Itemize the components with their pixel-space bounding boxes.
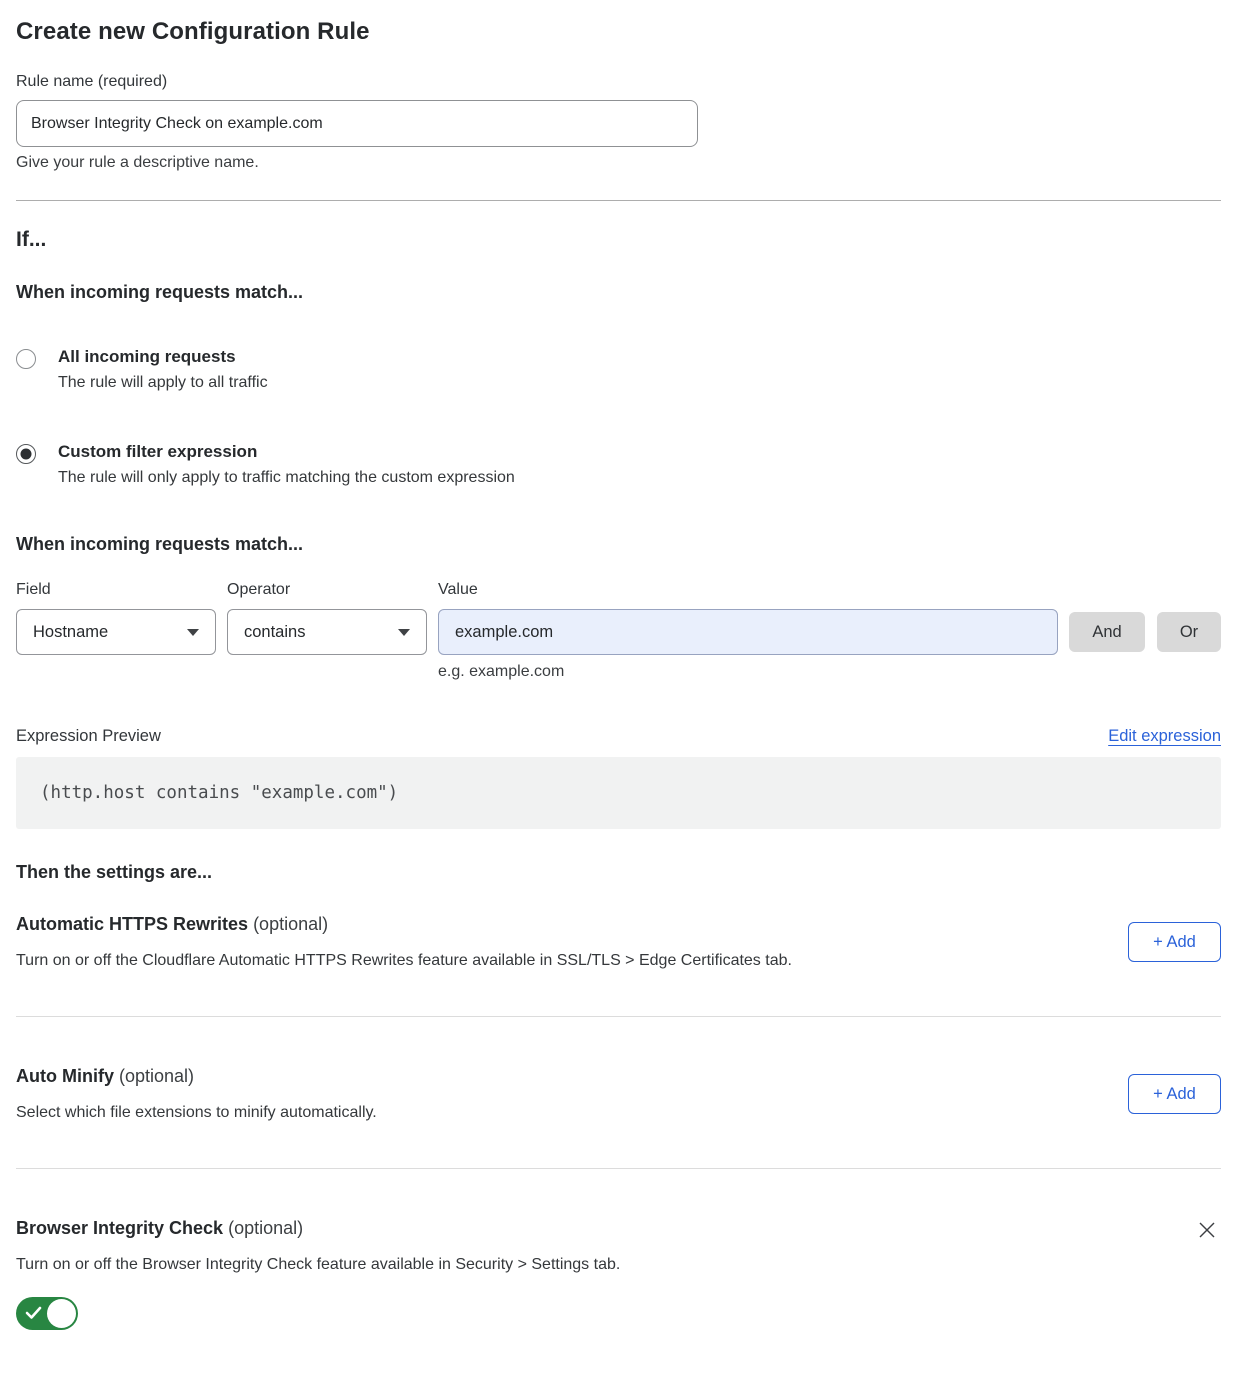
browser-integrity-check-toggle[interactable] xyxy=(16,1297,78,1330)
section-divider xyxy=(16,200,1221,201)
radio-all-requests-description: The rule will apply to all traffic xyxy=(58,374,268,391)
when-match-heading: When incoming requests match... xyxy=(16,282,304,302)
field-label: Field xyxy=(16,581,51,598)
or-button[interactable]: Or xyxy=(1157,612,1221,652)
setting-optional-tag: (optional) xyxy=(119,1066,195,1086)
add-automatic-https-rewrites-button[interactable]: + Add xyxy=(1128,922,1221,962)
radio-custom-filter-label: Custom filter expression xyxy=(58,442,258,461)
radio-custom-filter-description: The rule will only apply to traffic matching the custom expression xyxy=(58,469,515,486)
page-title: Create new Configuration Rule xyxy=(16,18,370,45)
rule-name-label: Rule name (required) xyxy=(16,73,168,90)
edit-expression-link[interactable]: Edit expression xyxy=(1108,727,1221,745)
setting-title: Automatic HTTPS Rewrites (optional) xyxy=(16,914,329,934)
if-heading: If... xyxy=(16,228,47,251)
setting-title: Auto Minify (optional) xyxy=(16,1066,195,1086)
value-input[interactable] xyxy=(438,609,1058,655)
expression-preview-code: (http.host contains "example.com") xyxy=(16,757,1221,829)
radio-custom-filter[interactable] xyxy=(16,444,36,464)
setting-description: Select which file extensions to minify automatically. xyxy=(16,1104,377,1121)
rule-name-input[interactable] xyxy=(16,100,698,147)
add-auto-minify-button[interactable]: + Add xyxy=(1128,1074,1221,1114)
setting-automatic-https-rewrites xyxy=(16,914,1221,970)
setting-optional-tag: (optional) xyxy=(253,914,329,934)
radio-all-requests-label: All incoming requests xyxy=(58,347,236,366)
setting-title: Browser Integrity Check (optional) xyxy=(16,1218,304,1238)
close-icon xyxy=(1197,1220,1217,1240)
chevron-down-icon xyxy=(398,629,410,636)
operator-select-value: contains xyxy=(244,622,306,641)
value-label: Value xyxy=(438,581,478,598)
remove-browser-integrity-check-button[interactable] xyxy=(1193,1216,1221,1247)
and-button[interactable]: And xyxy=(1069,612,1145,652)
setting-optional-tag: (optional) xyxy=(228,1218,304,1238)
setting-auto-minify xyxy=(16,1066,1221,1122)
field-select[interactable] xyxy=(16,609,216,655)
field-select-value: Hostname xyxy=(33,622,109,641)
setting-description: Turn on or off the Browser Integrity Check feature available in Security > Settings tab. xyxy=(16,1256,621,1273)
then-settings-heading: Then the settings are... xyxy=(16,862,213,882)
chevron-down-icon xyxy=(187,629,199,636)
rule-name-help: Give your rule a descriptive name. xyxy=(16,154,259,171)
radio-option-all-requests[interactable] xyxy=(16,347,1221,392)
value-hint: e.g. example.com xyxy=(438,663,565,680)
setting-description: Turn on or off the Cloudflare Automatic HTTPS Rewrites feature available in SSL/TLS > Edge Certificates tab. xyxy=(16,952,792,969)
expression-builder-heading: When incoming requests match... xyxy=(16,534,304,554)
radio-all-requests[interactable] xyxy=(16,349,36,369)
setting-browser-integrity-check xyxy=(16,1218,1221,1274)
operator-select[interactable] xyxy=(227,609,427,655)
setting-divider xyxy=(16,1016,1221,1017)
operator-label: Operator xyxy=(227,581,291,598)
setting-divider xyxy=(16,1168,1221,1169)
radio-option-custom-filter[interactable] xyxy=(16,442,1221,487)
check-icon xyxy=(25,1305,43,1321)
toggle-knob xyxy=(47,1299,76,1328)
expression-preview-label: Expression Preview xyxy=(16,727,161,745)
